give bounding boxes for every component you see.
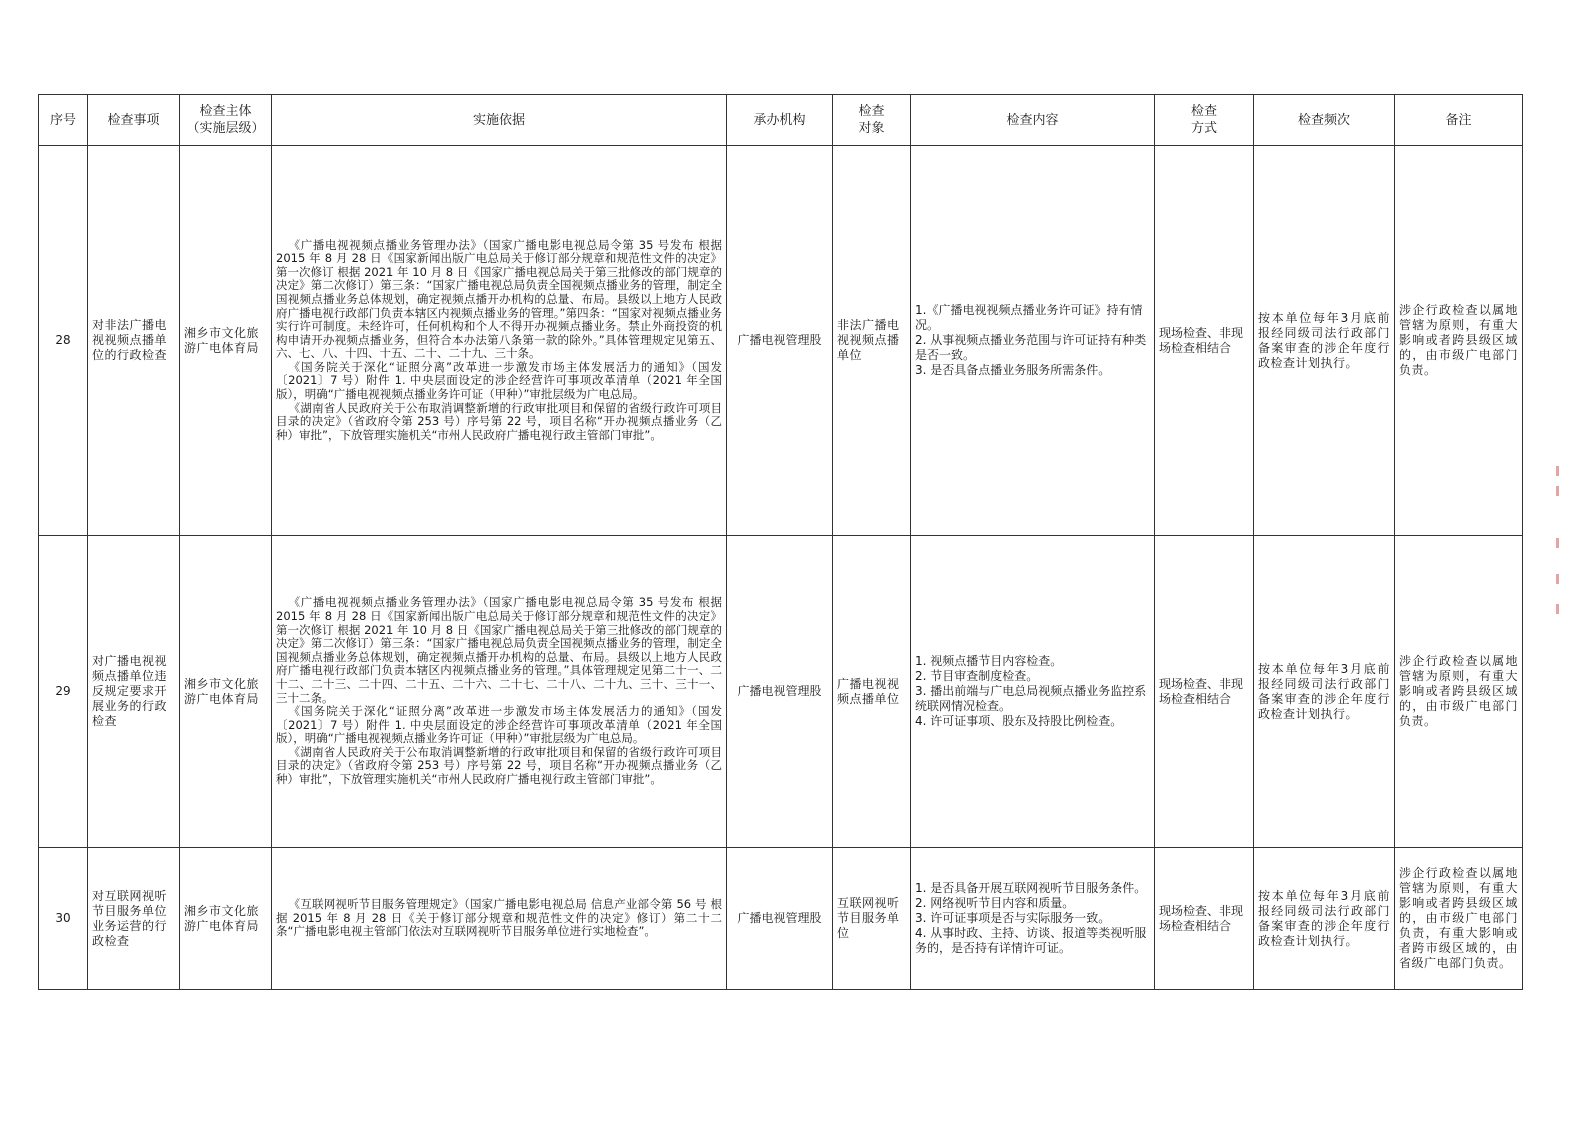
- row-freq: 按本单位每年3月底前报经同级司法行政部门备案审查的涉企年度行政检查计划执行。: [1254, 536, 1395, 848]
- table-row: [39, 146, 1523, 536]
- row-basis: [272, 146, 727, 536]
- header-freq: 检查频次: [1254, 95, 1395, 146]
- table-header: [39, 95, 1523, 146]
- content-line: 3. 是否具备点播业务服务所需条件。: [915, 363, 1111, 377]
- content-line: 2. 从事视频点播业务范围与许可证持有种类是否一致。: [915, 333, 1147, 362]
- content-line: 1. 是否具备开展互联网视听节目服务条件。: [915, 881, 1147, 895]
- table-row: [39, 536, 1523, 848]
- row-basis: [272, 848, 727, 990]
- row-org: 广播电视管理股: [727, 146, 833, 536]
- content-line: 2. 节目审查制度检查。: [915, 669, 1039, 683]
- row-content: [911, 146, 1155, 536]
- basis-paragraph: 《湖南省人民政府关于公布取消调整新增的行政审批项目和保留的省级行政许可项目目录的决定》（省政府令第 253 号）序号第 22 号，项目名称“开办视频点播业务（乙种）审批”，下放管理实施机关“市州人民政府广播电视行政主管部门审批”。: [276, 744, 722, 787]
- content-line: 3. 播出前端与广电总局视频点播业务监控系统联网情况检查。: [915, 684, 1147, 713]
- row-no: 29: [39, 536, 88, 848]
- header-content: 检查内容: [911, 95, 1155, 146]
- row-object: 互联网视听节目服务单位: [833, 848, 911, 990]
- row-org: 广播电视管理股: [727, 848, 833, 990]
- seam-stamp-mark: [1556, 466, 1560, 616]
- row-no: 30: [39, 848, 88, 990]
- row-note: 涉企行政检查以属地管辖为原则，有重大影响或者跨县级区域的，由市级广电部门负责。: [1395, 536, 1523, 848]
- basis-paragraph: 《互联网视听节目服务管理规定》（国家广播电影电视总局 信息产业部令第 56 号 根据 2015 年 8 月 28 日《关于修订部分规章和规范性文件的决定》修订）第二十二条“广播电影电视主管部门依法对互联网视听节目服务单位进行实地检查”。: [276, 897, 722, 939]
- row-org: 广播电视管理股: [727, 536, 833, 848]
- basis-paragraph: 《国务院关于深化“证照分离”改革进一步激发市场主体发展活力的通知》（国发〔2021〕7 号）附件 1. 中央层面设定的涉企经营许可事项改革清单（2021 年全国版），明确“广播电视视频点播业务许可证（甲种）”审批层级为广电总局。: [276, 359, 722, 402]
- row-content: [911, 536, 1155, 848]
- row-no: 28: [39, 146, 88, 536]
- table-row: [39, 848, 1523, 990]
- header-note: 备注: [1395, 95, 1523, 146]
- row-object: 广播电视视频点播单位: [833, 536, 911, 848]
- row-note: 涉企行政检查以属地管辖为原则，有重大影响或者跨县级区域的，由市级广电部门负责，有重大影响或者跨市级区域的，由省级广电部门负责。: [1395, 848, 1523, 990]
- header-object: 检查 对象: [833, 95, 911, 146]
- row-content: [911, 848, 1155, 990]
- row-subject: 湘乡市文化旅游广电体育局: [180, 536, 272, 848]
- row-note: 涉企行政检查以属地管辖为原则，有重大影响或者跨县级区域的，由市级广电部门负责。: [1395, 146, 1523, 536]
- header-basis: 实施依据: [272, 95, 727, 146]
- row-method: 现场检查、非现场检查相结合: [1155, 848, 1254, 990]
- row-method: 现场检查、非现场检查相结合: [1155, 146, 1254, 536]
- row-item: 对非法广播电视视频点播单位的行政检查: [88, 146, 180, 536]
- header-item: 检查事项: [88, 95, 180, 146]
- row-basis: [272, 536, 727, 848]
- row-subject: 湘乡市文化旅游广电体育局: [180, 146, 272, 536]
- basis-paragraph: 《广播电视视频点播业务管理办法》（国家广播电影电视总局令第 35 号发布 根据 2015 年 8 月 28 日《国家新闻出版广电总局关于修订部分规章和规范性文件的决定》第一次修订 根据 2021 年 10 月 8 日《国家广播电视总局关于第三批修改的部门规章的决定》第二次修订）第三条：“国家广播电视总局负责全国视频点播业务的管理，制定全国视频点播业务总体规划，确定视频点播开办机构的总量、布局。县级以上地方人民政府广播电视行政部门负责本辖区内视频点播业务的管理。”第四条：“国家对视频点播业务实行许可制度。未经许可，任何机构和个人不得开办视频点播业务。禁止外商投资的机构申请开办视频点播业务，但符合本办法第八条第一款的除外。”具体管理规定见第五、六、七、八、十四、十五、二十、二十九、三十条。: [276, 237, 722, 361]
- content-line: 4. 许可证事项、股东及持股比例检查。: [915, 714, 1123, 728]
- content-line: 1.《广播电视视频点播业务许可证》持有情况。: [915, 303, 1143, 332]
- header-subject: 检查主体 （实施层级）: [180, 95, 272, 146]
- inspection-table: [38, 94, 1523, 990]
- row-item: 对互联网视听节目服务单位业务运营的行政检查: [88, 848, 180, 990]
- basis-paragraph: 《广播电视视频点播业务管理办法》（国家广播电影电视总局令第 35 号发布 根据 2015 年 8 月 28 日《国家新闻出版广电总局关于修订部分规章和规范性文件的决定》第一次修订 根据 2021 年 10 月 8 日《国家广播电视总局关于第三批修改的部门规章的决定》第二次修订）第三条：“国家广播电视总局负责全国视频点播业务的管理，制定全国视频点播业务总体规划，确定视频点播开办机构的总量、布局。县级以上地方人民政府广播电视行政部门负责本辖区内视频点播业务的管理。”具体管理规定见第二十一、二十二、二十三、二十四、二十五、二十六、二十七、二十八、二十九、三十、三十一、三十二条。: [276, 595, 722, 705]
- basis-paragraph: 《国务院关于深化“证照分离”改革进一步激发市场主体发展活力的通知》（国发〔2021〕7 号）附件 1. 中央层面设定的涉企经营许可事项改革清单（2021 年全国版），明确“广播电视视频点播业务许可证（甲种）”审批层级为广电总局。: [276, 704, 722, 746]
- row-freq: 按本单位每年3月底前报经同级司法行政部门备案审查的涉企年度行政检查计划执行。: [1254, 146, 1395, 536]
- row-object: 非法广播电视视频点播单位: [833, 146, 911, 536]
- basis-paragraph: 《湖南省人民政府关于公布取消调整新增的行政审批项目和保留的省级行政许可项目目录的决定》（省政府令第 253 号）序号第 22 号，项目名称“开办视频点播业务（乙种）审批”，下放管理实施机关“市州人民政府广播电视行政主管部门审批”。: [276, 400, 722, 442]
- header-org: 承办机构: [727, 95, 833, 146]
- content-line: 2. 网络视听节目内容和质量。: [915, 896, 1075, 910]
- header-no: 序号: [39, 95, 88, 146]
- row-subject: 湘乡市文化旅游广电体育局: [180, 848, 272, 990]
- content-line: 4. 从事时政、主持、访谈、报道等类视听服务的，是否持有详情许可证。: [915, 926, 1147, 955]
- row-freq: 按本单位每年3月底前报经同级司法行政部门备案审查的涉企年度行政检查计划执行。: [1254, 848, 1395, 990]
- content-line: 1. 视频点播节目内容检查。: [915, 654, 1063, 668]
- header-method: 检查 方式: [1155, 95, 1254, 146]
- content-line: 3. 许可证事项是否与实际服务一致。: [915, 911, 1111, 925]
- row-method: 现场检查、非现场检查相结合: [1155, 536, 1254, 848]
- row-item: 对广播电视视频点播单位违反规定要求开展业务的行政检查: [88, 536, 180, 848]
